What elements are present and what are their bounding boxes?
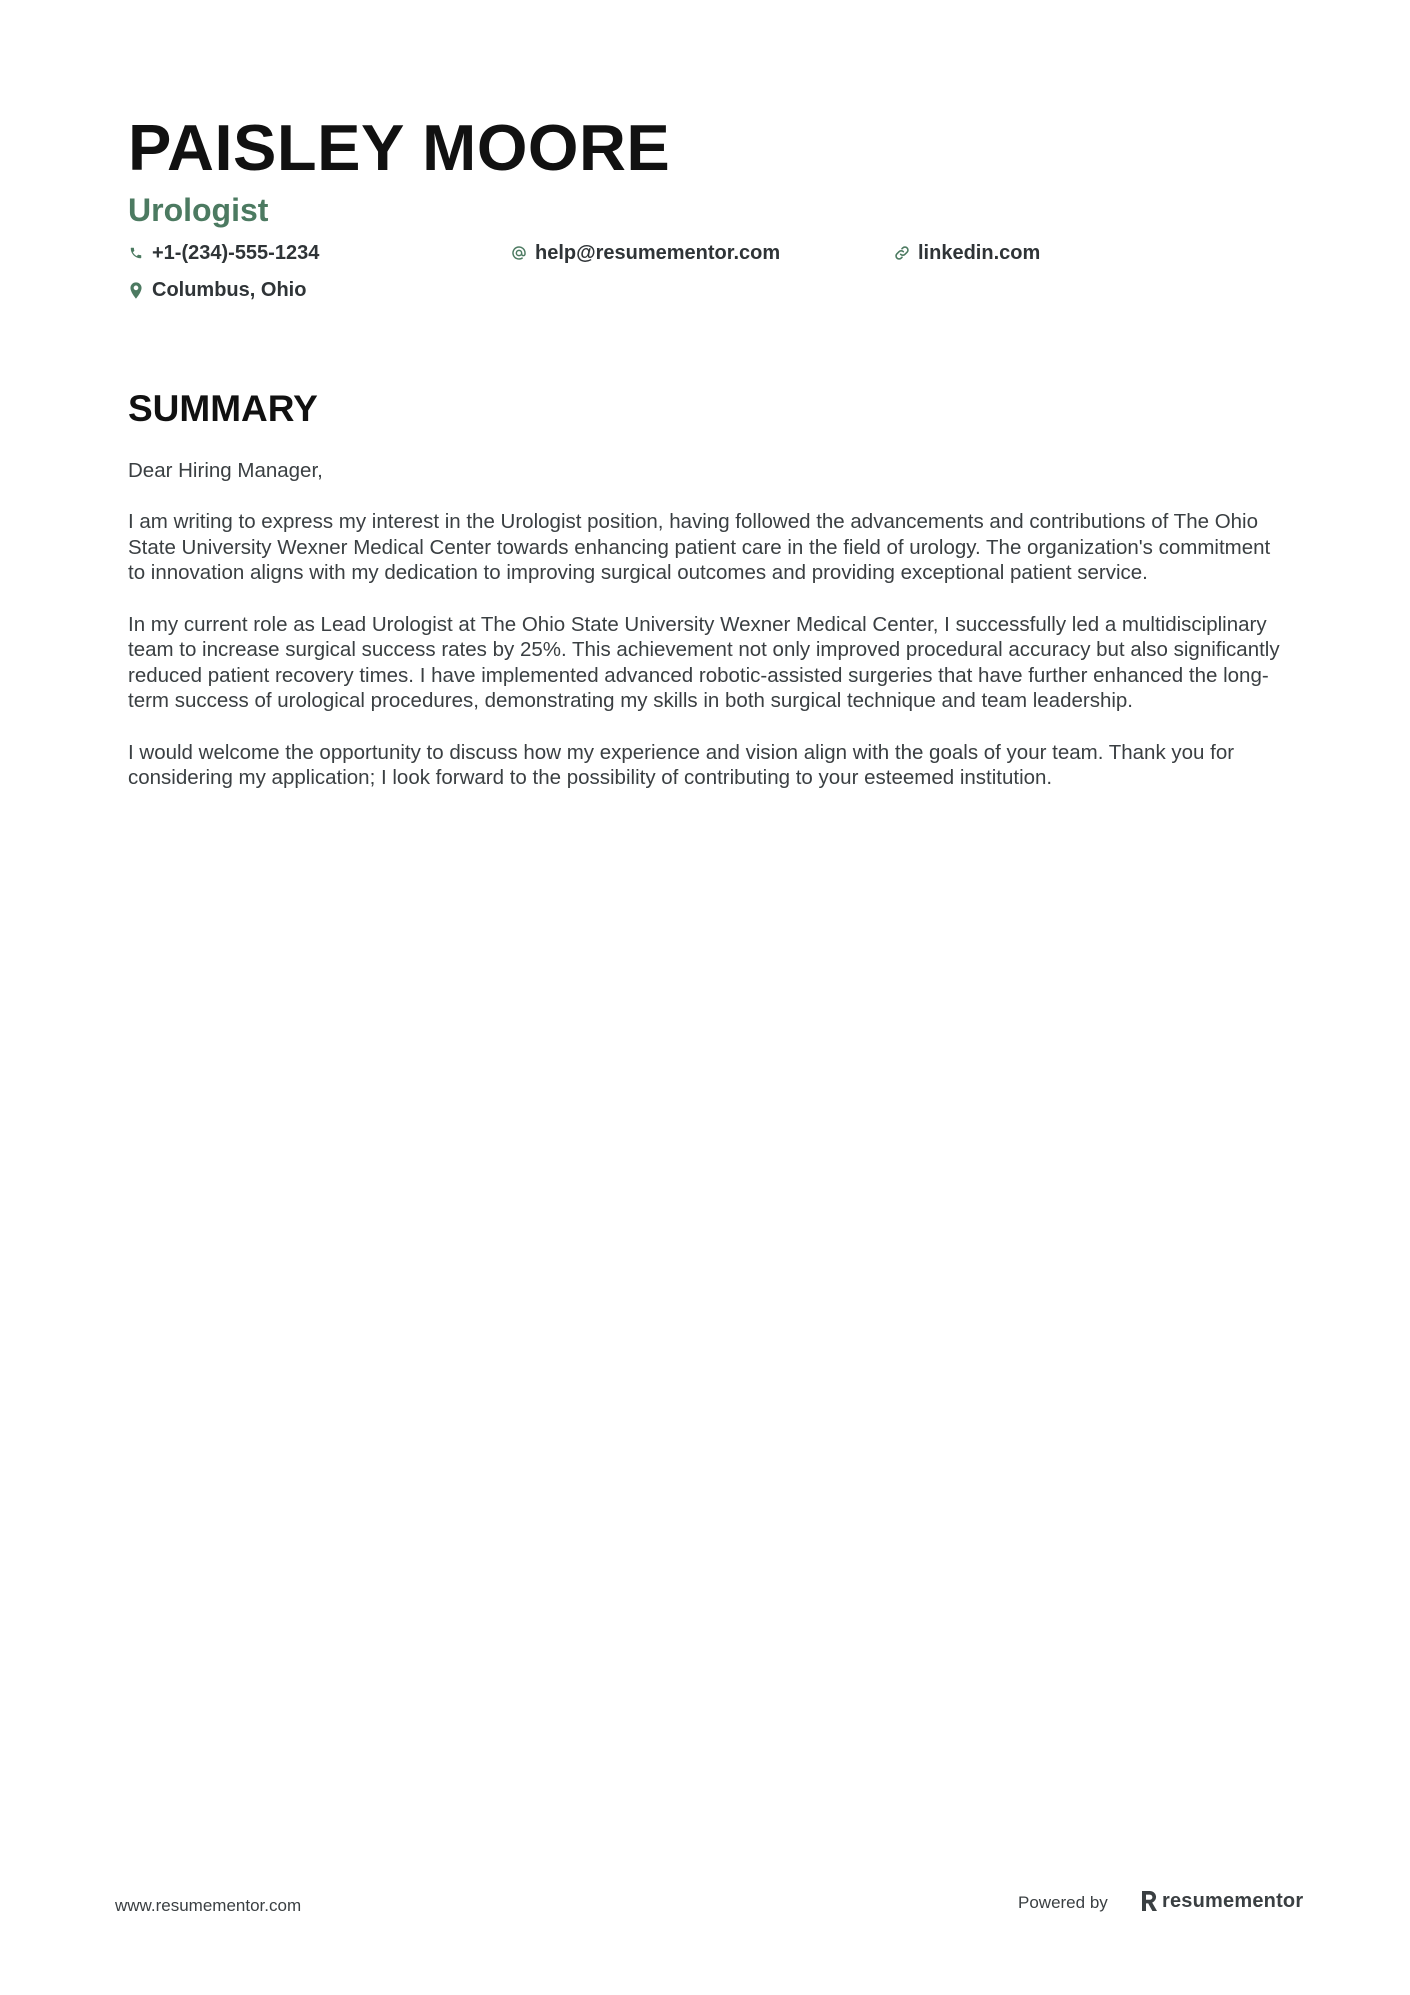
at-icon [511,244,527,262]
contact-location [128,277,306,303]
location-text: Columbus, Ohio [152,279,307,301]
salutation: Dear Hiring Manager, [128,459,323,482]
contact-phone [128,240,319,266]
letter-paragraph: In my current role as Lead Urologist at The Ohio State University Wexner Medical Center, I successfully led a multidisciplinary team to increase surgical success rates by 25%. This achievement not only improved procedural accuracy but also significantly reduced patient recovery times. I have implemented advanced robotic-assisted surgeries that have further enhanced the long-term success of urological procedures, demonstrating my skills in both surgical technique and team leadership. [128,612,1280,713]
location-pin-icon [128,281,144,299]
letter-body [128,458,1288,816]
letter-paragraph: I am writing to express my interest in the Urologist position, having followed the advancements and contributions of The Ohio State University Wexner Medical Center towards enhancing patient care in the field of urology. The organization's commitment to innovation aligns with my dedication to improving surgical outcomes and providing exceptional patient service. [128,510,1271,585]
link-icon [894,244,910,262]
job-title: Urologist [128,192,269,228]
contact-link [894,240,1040,266]
powered-by-label: Powered by [1018,1893,1108,1912]
phone-icon [128,244,144,262]
link-text[interactable]: linkedin.com [918,242,1041,264]
phone-text: +1-(234)-555-1234 [152,242,320,264]
candidate-name: PAISLEY MOORE [128,111,671,184]
email-text[interactable]: help@resumementor.com [535,242,781,264]
contact-email [511,240,780,266]
brand-logo[interactable] [1140,1888,1303,1914]
resumementor-logo-icon [1140,1891,1158,1911]
brand-wordmark: resumementor [1162,1890,1304,1912]
footer-url[interactable]: www.resumementor.com [115,1896,302,1915]
summary-heading: SUMMARY [128,388,318,429]
letter-paragraph: I would welcome the opportunity to discuss how my experience and vision align with the goals of your team. Thank you for considering my application; I look forward to the possibility of contributing to your esteemed institution. [128,740,1235,790]
